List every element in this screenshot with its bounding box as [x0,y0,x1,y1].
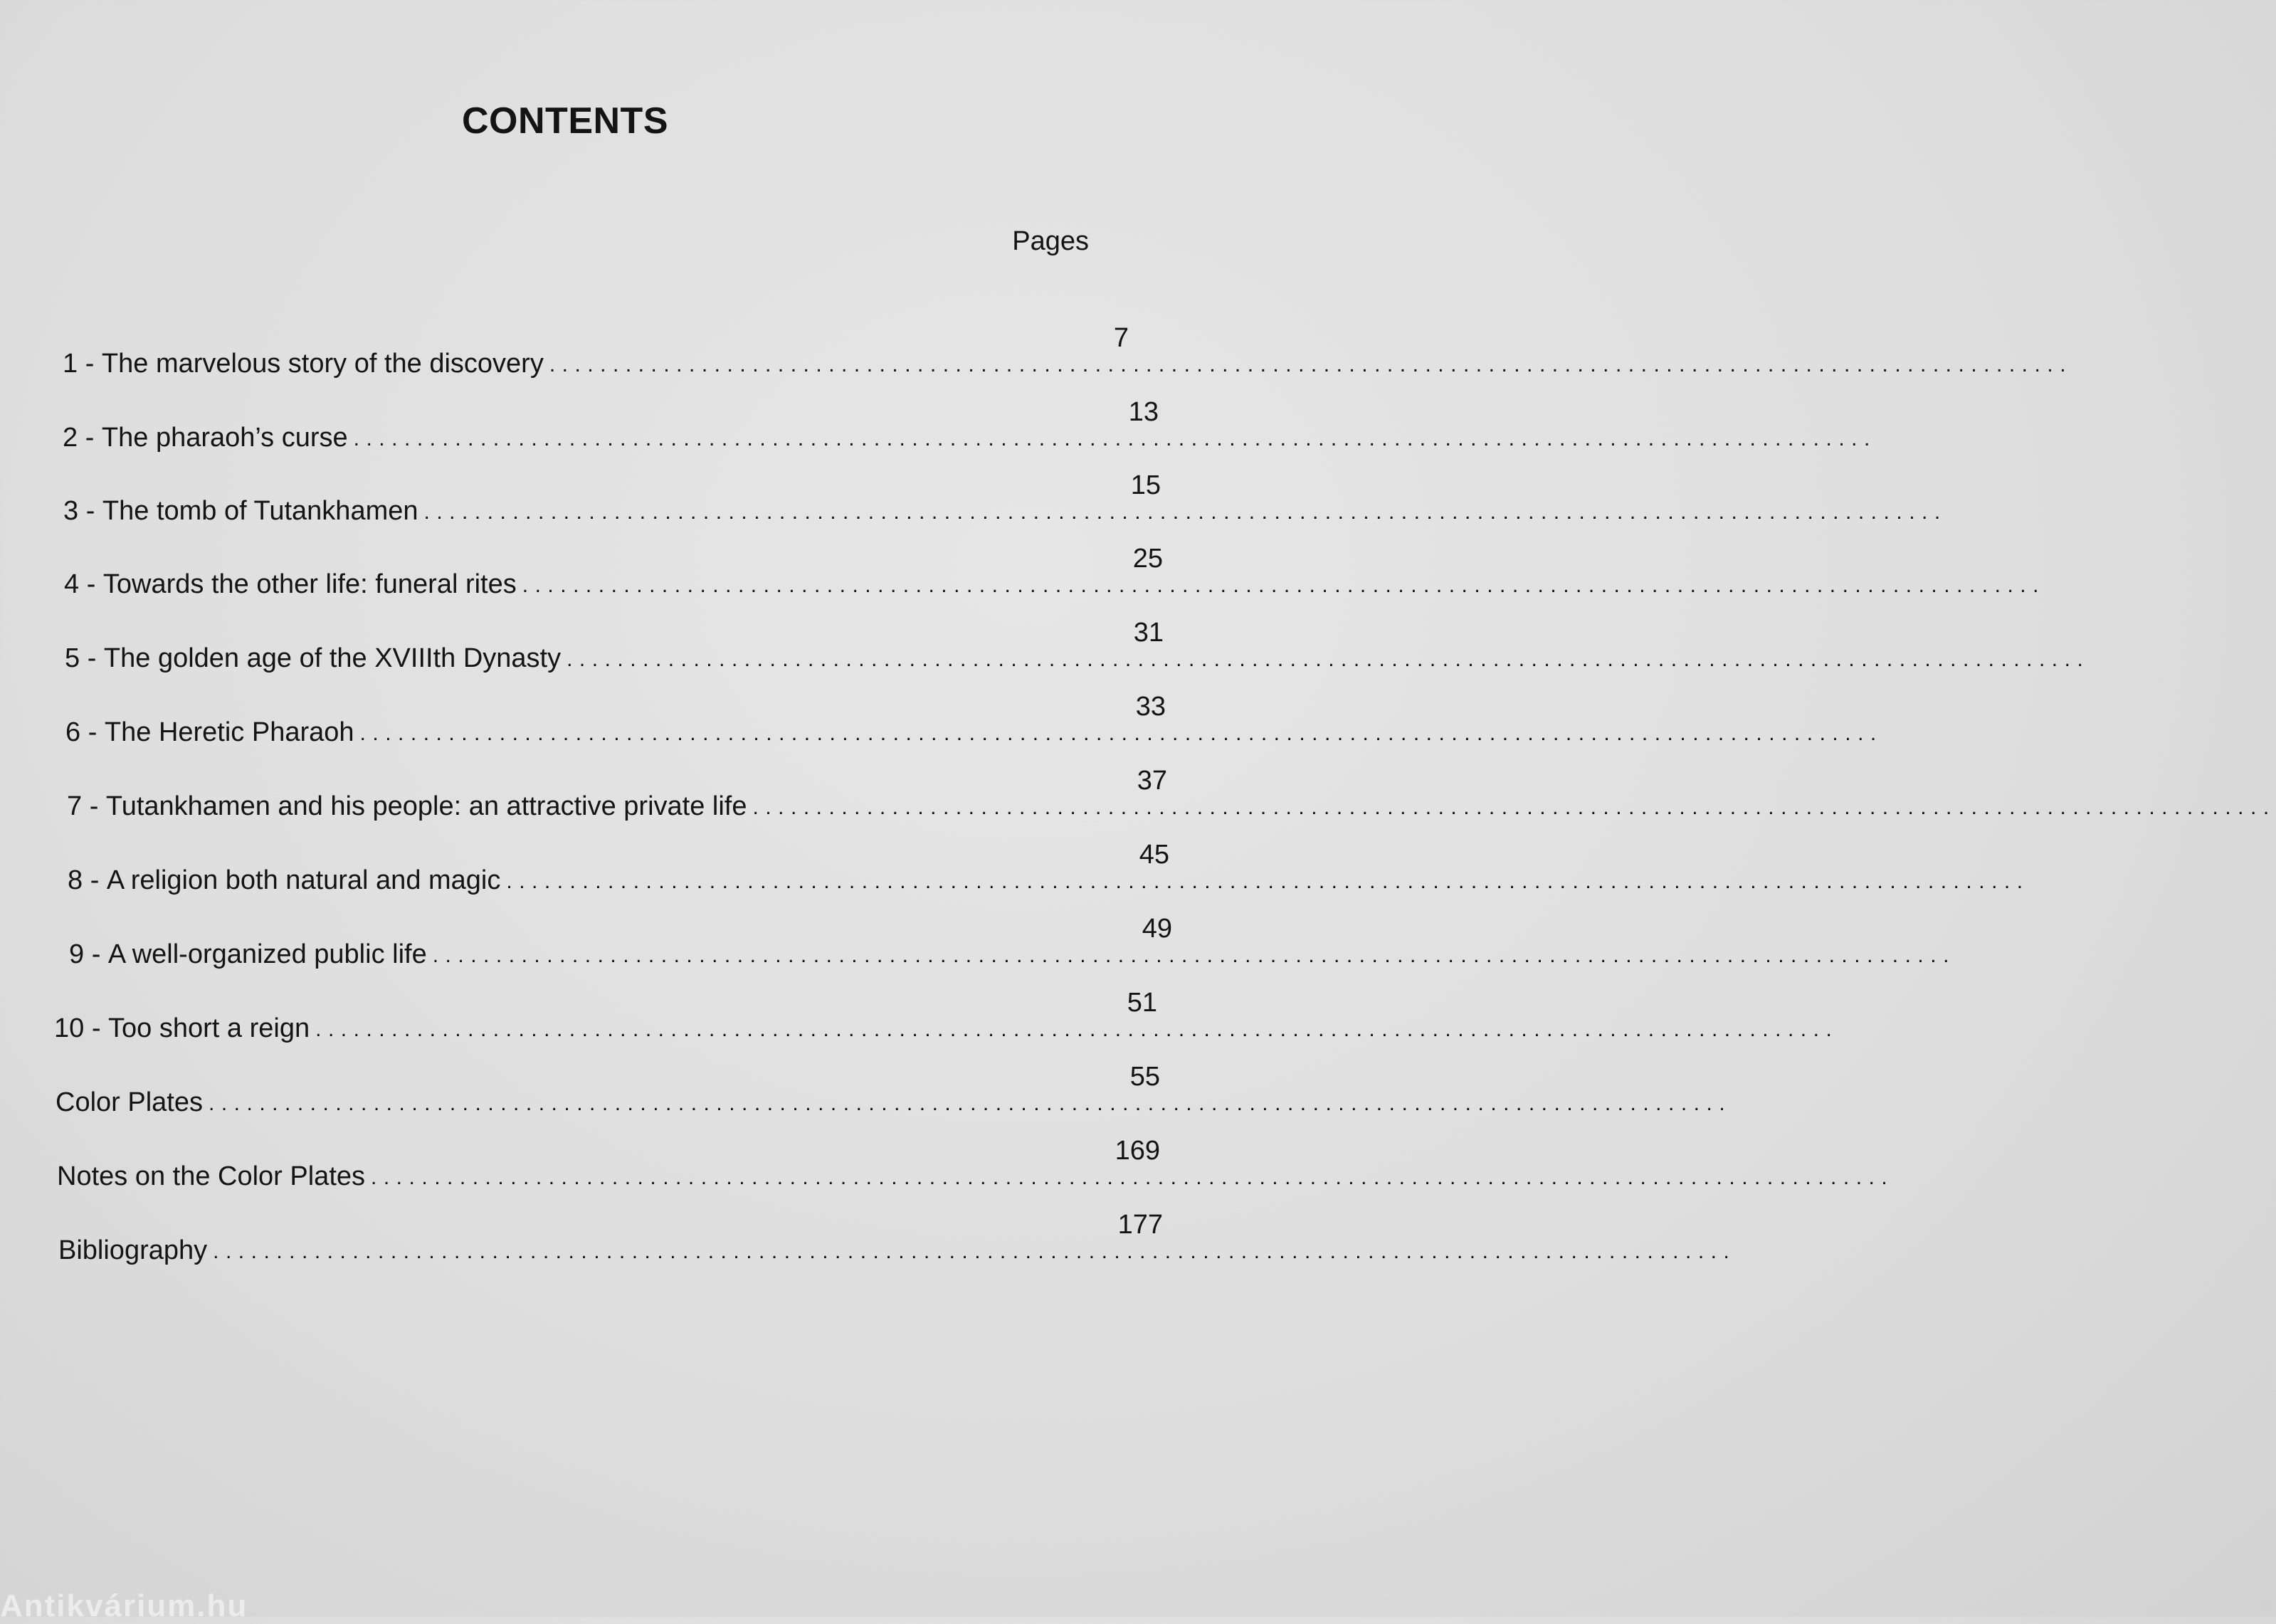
toc-entry-title: The pharaoh’s curse [101,423,348,453]
toc-entry-page: 37 [1137,766,1167,796]
toc-entry-page: 45 [1139,840,1169,870]
dot-leader: ........................................................................................................................ [752,796,2276,819]
toc-entry-title: Notes on the Color Plates [57,1161,366,1191]
watermark: Antikvárium.hu [0,1588,248,1623]
toc-entry-page: 49 [1142,914,1172,944]
toc-entry-number: 2 - [63,423,102,453]
toc-entry-number: 1 - [63,349,102,379]
toc-entry [63,397,1877,453]
toc-entry-title: Bibliography [58,1235,208,1265]
dot-leader: ........................................................................................................................ [371,1166,1895,1189]
toc-entry-page: 31 [1133,618,1164,648]
toc-entry-title: Too short a reign [108,1013,310,1043]
toc-entry [64,544,2045,599]
toc-entry [69,914,1956,969]
dot-leader: ........................................................................................................................ [567,648,2090,671]
toc-entry-title: A religion both natural and magic [106,865,501,895]
pages-column-label: Pages [1012,226,1089,256]
toc-entry-page: 33 [1135,692,1166,722]
toc-entry-number: 9 - [69,939,108,969]
toc-entry-page: 15 [1130,470,1161,500]
page-title: CONTENTS [462,100,668,142]
toc-entry-number: 4 - [64,569,103,599]
toc-entry [57,1136,1895,1191]
toc-entry-page: 7 [1113,323,1129,353]
toc-entry [54,988,1839,1043]
dot-leader: ........................................................................................................................ [423,500,1947,524]
toc-entry-title: A well-organized public life [107,939,427,969]
toc-entry [63,323,2073,379]
toc-entry-page: 177 [1117,1210,1163,1240]
toc-entry-title: The Heretic Pharaoh [104,717,354,747]
toc-entry-page: 13 [1128,397,1159,427]
toc-entry-number: 5 - [65,643,104,673]
toc-entry-page: 25 [1132,544,1163,574]
toc-entry-page: 51 [1127,988,1157,1018]
dot-leader: ........................................................................................................................ [506,870,2030,893]
toc-entry-page: 169 [1115,1136,1160,1166]
dot-leader: ........................................................................................................................ [432,944,1956,967]
toc-entry-number: 6 - [65,717,105,747]
toc-entry-page: 55 [1129,1062,1160,1092]
toc-entry-number: 8 - [68,865,107,895]
toc-entry-number: 7 - [67,791,106,821]
toc-entry-title: The tomb of Tutankhamen [102,496,418,526]
toc-entry [65,692,1883,747]
toc-entry [68,840,2030,895]
dot-leader: ........................................................................................................................ [549,353,2073,376]
toc-entry [65,618,2090,673]
toc-entry-title: Color Plates [56,1087,203,1117]
toc-entry [63,470,1947,526]
dot-leader: ........................................................................................................................ [208,1092,1732,1115]
toc-entry-title: Towards the other life: funeral rites [102,569,517,599]
dot-leader: ........................................................................................................................ [315,1018,1839,1041]
toc-entry [67,766,2276,821]
dot-leader: ........................................................................................................................ [522,574,2045,597]
dot-leader: ........................................................................................................................ [353,427,1877,450]
dot-leader: ........................................................................................................................ [213,1240,1737,1263]
toc-entry-number: 10 - [54,1013,109,1043]
toc-entry-number: 3 - [63,496,102,526]
toc-entry-title: Tutankhamen and his people: an attractive private life [105,791,747,821]
toc-entry-title: The golden age of the XVIIIth Dynasty [103,643,562,673]
toc-entry [56,1062,1732,1117]
toc-entry-title: The marvelous story of the discovery [101,349,544,379]
toc-entry [58,1210,1737,1265]
dot-leader: ........................................................................................................................ [359,722,1883,745]
